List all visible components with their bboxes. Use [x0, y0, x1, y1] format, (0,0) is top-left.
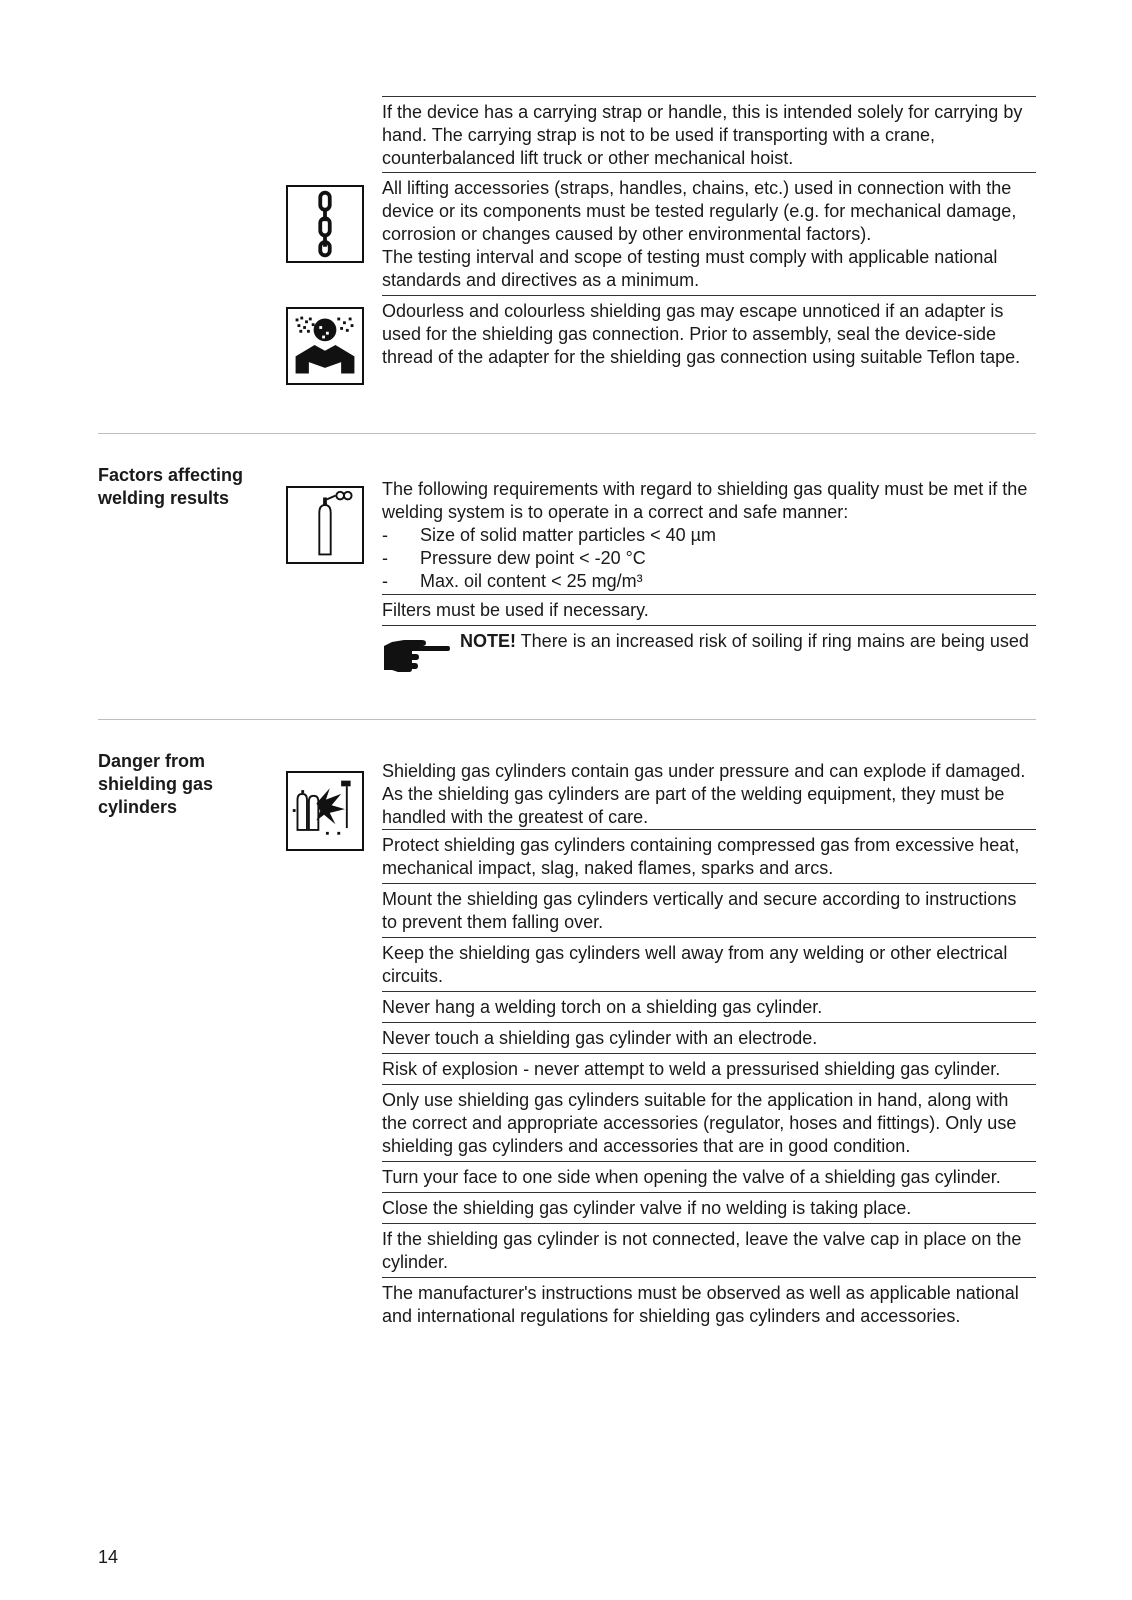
shielding-gas-adapter-paragraph: Odourless and colourless shielding gas may escape unnoticed if an adapter is used for the shielding gas connection. Prior to assembly, seal the device-side thread of the adapter for the shielding gas connection using suitable Teflon tape. [382, 295, 1036, 369]
list-item: Protect shielding gas cylinders containing compressed gas from excessive heat, mechanical impact, slag, naked flames, sparks and arcs. [382, 829, 1036, 880]
list-item: Only use shielding gas cylinders suitable for the application in hand, along with the correct and appropriate accessories (regulator, hoses and fittings). Only use shielding gas cylinders and accessories that are in good condition. [382, 1084, 1036, 1158]
note-box [460, 630, 1036, 653]
list-item: - Max. oil content < 25 mg/m³ [382, 571, 643, 591]
filters-paragraph: Filters must be used if necessary. [382, 594, 1036, 622]
list-item: Keep the shielding gas cylinders well away from any welding or other electrical circuits. [382, 937, 1036, 988]
chain-icon [286, 185, 364, 263]
note-divider [382, 625, 1036, 626]
gas-quality-requirements: The following requirements with regard to shielding gas quality must be met if the welding system is to operate in a correct and safe manner: - Size of solid matter particles < 40 µm - Pressure dew point < -20 °C - Max. oil content < 25 mg/m³ [382, 478, 1036, 593]
gas-inhalation-icon [286, 307, 364, 385]
section-divider [98, 433, 1036, 434]
note-label: NOTE! [460, 631, 516, 651]
list-item: Never hang a welding torch on a shielding gas cylinder. [382, 991, 1036, 1019]
list-item: Never touch a shielding gas cylinder with an electrode. [382, 1022, 1036, 1050]
section-heading-danger: Danger from shielding gas cylinders [98, 751, 214, 817]
note-text: There is an increased risk of soiling if ring mains are being used [516, 631, 1029, 651]
list-item: - Pressure dew point < -20 °C [382, 548, 646, 568]
carrying-strap-paragraph: If the device has a carrying strap or handle, this is intended solely for carrying by hand. The carrying strap is not to be used if transporting with a crane, counterbalanced lift truck or other mechanical hoist. [382, 96, 1036, 170]
lifting-accessories-paragraph: All lifting accessories (straps, handles, chains, etc.) used in connection with the device or its components must be tested regularly (e.g. for mechanical damage, corrosion or changes caused by other environmental factors). The testing interval and scope of testing must comply with applicable national standards and directives as a minimum. [382, 172, 1036, 292]
section-divider [98, 719, 1036, 720]
gas-cylinder-icon [286, 486, 364, 564]
list-item: Shielding gas cylinders contain gas under pressure and can explode if damaged. As the shielding gas cylinders are part of the welding equipment, they must be handled with the greatest of care. [382, 761, 1026, 827]
list-item: If the shielding gas cylinder is not connected, leave the valve cap in place on the cylinder. [382, 1223, 1036, 1274]
page-number: 14 [98, 1547, 119, 1567]
list-item: Close the shielding gas cylinder valve if no welding is taking place. [382, 1192, 1036, 1220]
cylinder-explosion-icon [286, 771, 364, 851]
pointing-hand-icon [382, 632, 450, 676]
section-heading-factors: Factors affecting welding results [98, 465, 244, 508]
list-item: Turn your face to one side when opening the valve of a shielding gas cylinder. [382, 1161, 1036, 1189]
list-item: Mount the shielding gas cylinders vertically and secure according to instructions to prevent them falling over. [382, 883, 1036, 934]
list-item: The manufacturer's instructions must be observed as well as applicable national and international regulations for shielding gas cylinders and accessories. [382, 1277, 1036, 1328]
list-item: - Size of solid matter particles < 40 µm [382, 525, 716, 545]
list-item: Risk of explosion - never attempt to weld a pressurised shielding gas cylinder. [382, 1053, 1036, 1081]
